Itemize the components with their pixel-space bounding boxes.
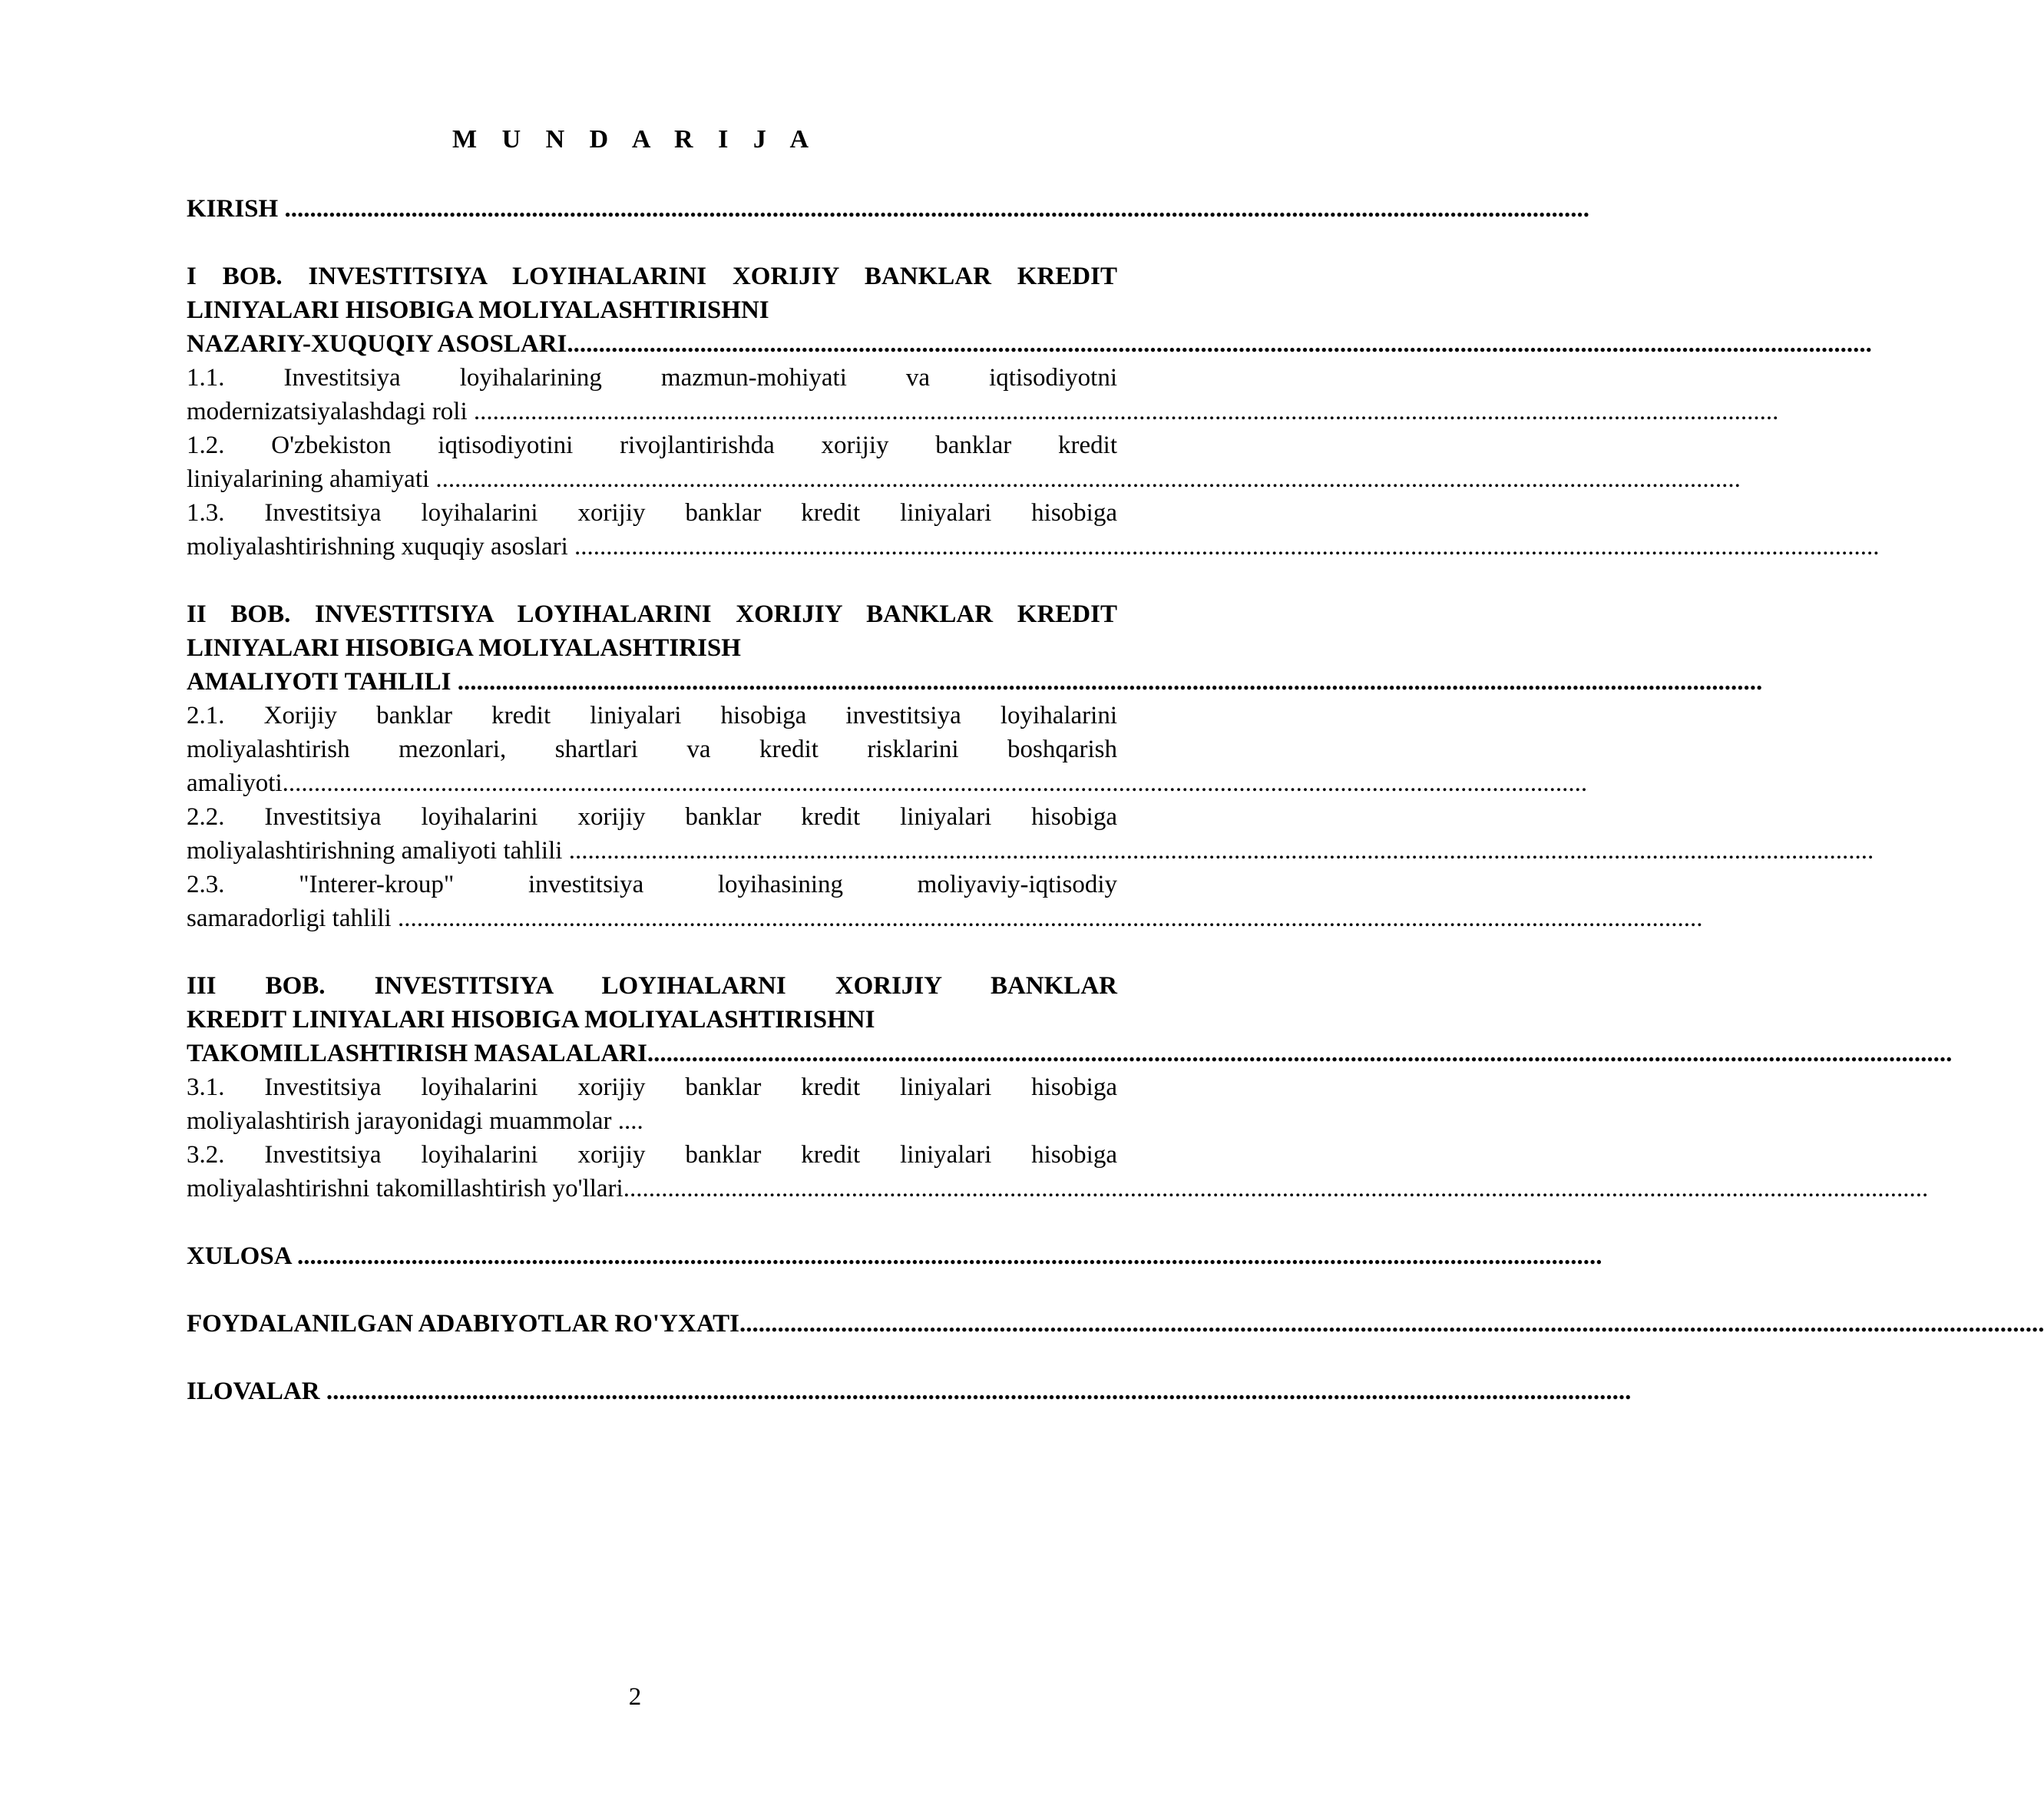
chapter-heading-line: LINIYALARI HISOBIGA MOLIYALASHTIRISHNI (187, 296, 769, 324)
chapter-heading-line: AMALIYOTI TAHLILI (187, 668, 458, 696)
toc-line (187, 901, 1703, 935)
section-line: samaradorligi tahlili (187, 905, 398, 932)
page-number: 2 (628, 1683, 642, 1711)
toc-line (187, 766, 1588, 800)
toc-line (187, 395, 1779, 428)
toc-entry-introduction (187, 192, 1589, 226)
chapter-heading-line: NAZARIY-XUQUQIY ASOSLARI (187, 330, 567, 358)
entry-label: ILOVALAR (187, 1378, 326, 1405)
section-line: liniyalarining ahamiyati (187, 465, 436, 493)
toc-line (187, 665, 1763, 699)
dot-leader: .............................................................................................................................................................................................................. (296, 1242, 1602, 1270)
toc-entry-conclusion (187, 1239, 1602, 1273)
dot-leader: .............................................................................................................................................................................................................. (739, 1310, 2044, 1338)
dot-leader: .............................................................................................................................................................................................................. (435, 465, 1741, 493)
entry-label: XULOSA (187, 1242, 297, 1270)
section-line: 1.3. Investitsiya loyihalarini xorijiy banklar kredit liniyalari hisobiga (187, 499, 1117, 527)
entry-label: FOYDALANILGAN ADABIYOTLAR RO'YXATI (187, 1310, 739, 1338)
chapter-heading-line: III BOB. INVESTITSIYA LOYIHALARNI XORIJIY BANKLAR (187, 972, 1117, 1000)
toc-section-1-1 (187, 361, 1779, 428)
toc-section-3-1 (187, 1070, 1117, 1138)
entry-label: KIRISH (187, 195, 279, 223)
dot-leader: .............................................................................................................................................................................................................. (326, 1378, 1632, 1405)
section-line: 2.3. "Interer-kroup" investitsiya loyihasining moliyaviy-iqtisodiy (187, 871, 1117, 898)
toc-chapter-2 (187, 597, 1763, 699)
section-line: moliyalashtirishning amaliyoti tahlili (187, 837, 569, 865)
toc-line (187, 1307, 2044, 1341)
toc-line (187, 530, 1880, 564)
section-line: moliyalashtirishni takomillashtirish yo'llari (187, 1175, 623, 1202)
toc-line (187, 1239, 1602, 1273)
dot-leader: .............................................................................................................................................................................................................. (574, 533, 1880, 561)
section-line: moliyalashtirish mezonlari, shartlari va kredit risklarini boshqarish (187, 736, 1117, 763)
dot-leader: .............................................................................................................................................................................................................. (647, 1040, 1953, 1067)
toc-section-1-3 (187, 496, 1880, 564)
section-line: 1.2. O'zbekiston iqtisodiyotini rivojlantirishda xorijiy banklar kredit (187, 432, 1117, 459)
section-line: modernizatsiyalashdagi roli (187, 398, 474, 425)
toc-line (187, 1374, 1632, 1408)
dot-leader: .............................................................................................................................................................................................................. (623, 1175, 1929, 1202)
toc-section-2-1 (187, 699, 1588, 800)
toc-chapter-1 (187, 260, 1872, 361)
toc-section-1-2 (187, 428, 1741, 496)
toc-line (187, 327, 1872, 361)
chapter-heading-line: LINIYALARI HISOBIGA MOLIYALASHTIRISH (187, 634, 741, 662)
dot-leader: .............................................................................................................................................................................................................. (568, 837, 1874, 865)
toc-line (187, 1037, 1953, 1070)
toc-line (187, 1172, 1929, 1206)
dot-leader: .............................................................................................................................................................................................................. (457, 668, 1763, 696)
toc-section-2-2 (187, 800, 1874, 868)
dot-leader: .............................................................................................................................................................................................................. (284, 195, 1589, 223)
toc-entry-references (187, 1307, 2044, 1341)
section-line: 2.2. Investitsiya loyihalarini xorijiy banklar kredit liniyalari hisobiga (187, 803, 1117, 831)
dot-leader: .............................................................................................................................................................................................................. (473, 398, 1779, 425)
toc-line (187, 462, 1741, 496)
toc-line (187, 834, 1874, 868)
chapter-heading-line: I BOB. INVESTITSIYA LOYIHALARINI XORIJIY BANKLAR KREDIT (187, 263, 1117, 290)
toc-section-2-3 (187, 868, 1703, 935)
dot-leader: .............................................................................................................................................................................................................. (397, 905, 1703, 932)
page-title: M U N D A R I J A (451, 125, 819, 154)
chapter-heading-line: II BOB. INVESTITSIYA LOYIHALARINI XORIJIY BANKLAR KREDIT (187, 600, 1117, 628)
toc-section-3-2 (187, 1138, 1929, 1206)
section-line: 1.1. Investitsiya loyihalarining mazmun-mohiyati va iqtisodiyotni (187, 364, 1117, 392)
section-line: amaliyoti (187, 769, 283, 797)
chapter-heading-line: KREDIT LINIYALARI HISOBIGA MOLIYALASHTIRISHNI (187, 1006, 875, 1034)
toc-entry-appendix (187, 1374, 1632, 1408)
toc-line (187, 192, 1589, 226)
table-of-contents (187, 192, 2044, 1408)
dot-leader: .............................................................................................................................................................................................................. (282, 769, 1588, 797)
section-line: 3.1. Investitsiya loyihalarini xorijiy banklar kredit liniyalari hisobiga (187, 1073, 1117, 1101)
dot-leader: .............................................................................................................................................................................................................. (567, 330, 1872, 358)
section-line: 3.2. Investitsiya loyihalarini xorijiy banklar kredit liniyalari hisobiga (187, 1141, 1117, 1169)
chapter-heading-line: TAKOMILLASHTIRISH MASALALARI (187, 1040, 647, 1067)
toc-chapter-3 (187, 969, 1953, 1070)
section-line: 2.1. Xorijiy banklar kredit liniyalari hisobiga investitsiya loyihalarini (187, 702, 1117, 729)
section-line: moliyalashtirish jarayonidagi muammolar .... (187, 1107, 643, 1135)
section-line: moliyalashtirishning xuquqiy asoslari (187, 533, 575, 561)
